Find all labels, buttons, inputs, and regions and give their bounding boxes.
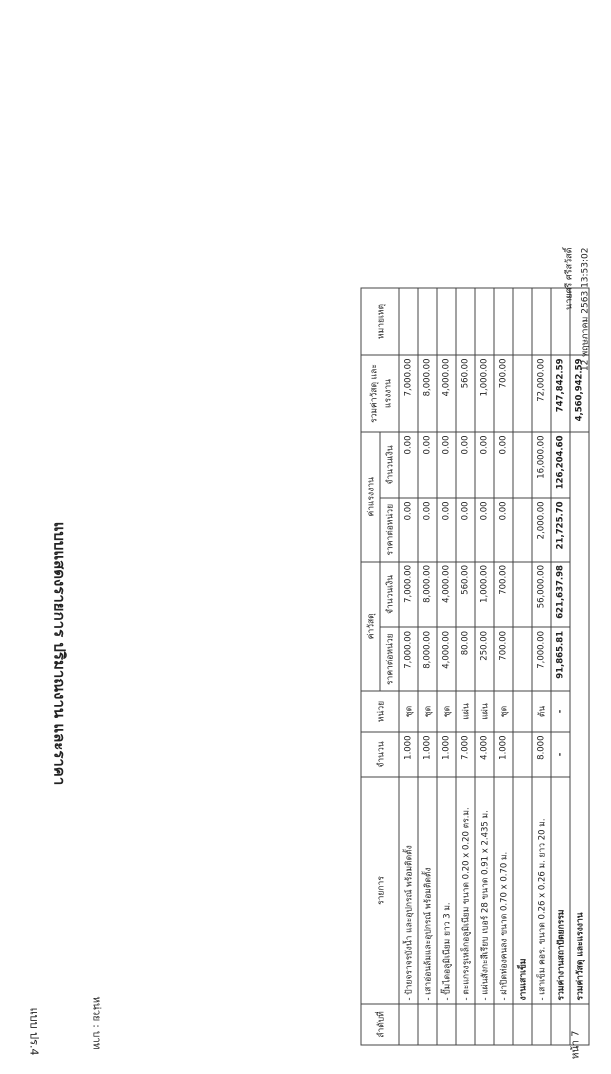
row-item: - ปั๊มไดอลูมิเนียม ยาว 3 ม. — [437, 777, 456, 1004]
row-total: 4,000.00 — [437, 355, 456, 432]
row-material-amount: 56,000.00 — [532, 562, 551, 628]
row-material-amount: 7,000.00 — [399, 562, 418, 628]
col-remark: หมายเหตุ — [361, 288, 399, 355]
row-qty: 8.000 — [532, 732, 551, 777]
row-unit: ชุด — [437, 691, 456, 732]
row-unit: แผ่น — [475, 691, 494, 732]
row-labor-amount: 0.00 — [399, 432, 418, 498]
row-labor-amount: 16,000.00 — [532, 432, 551, 498]
row-labor-unit-price: 0.00 — [437, 498, 456, 562]
subtotal-total: 747,842.59 — [551, 355, 570, 432]
table-row — [399, 288, 418, 1045]
row-qty: 7.000 — [456, 732, 475, 777]
row-labor-unit-price: 0.00 — [399, 498, 418, 562]
row-material-unit-price: 7,000.00 — [532, 627, 551, 691]
row-material-unit-price: 250.00 — [475, 627, 494, 691]
row-material-amount: 560.00 — [456, 562, 475, 628]
subtotal-label: รวมค่างานสถาปัตยกรรม — [551, 777, 570, 1004]
row-item: - เสาอ่อนล้มและอุปกรณ์ พร้อมติดตั้ง — [418, 777, 437, 1004]
grand-total-label: รวมค่าวัสดุ และแรงงาน — [570, 432, 589, 1004]
row-material-unit-price: 4,000.00 — [437, 627, 456, 691]
row-total: 700.00 — [494, 355, 513, 432]
subtotal-row — [551, 288, 570, 1045]
row-total: 1,000.00 — [475, 355, 494, 432]
table-row — [418, 288, 437, 1045]
col-total: รวมค่าวัสดุ และแรงงาน — [361, 355, 399, 432]
row-labor-unit-price: 0.00 — [475, 498, 494, 562]
row-unit: ชุด — [418, 691, 437, 732]
row-labor-amount: 0.00 — [418, 432, 437, 498]
row-labor-unit-price: 2,000.00 — [532, 498, 551, 562]
subtotal-material-unit-price: 91,865.81 — [551, 627, 570, 691]
row-total: 8,000.00 — [418, 355, 437, 432]
row-qty: 1.000 — [418, 732, 437, 777]
table-row — [475, 288, 494, 1045]
page-number: หน้า 7 — [569, 1031, 584, 1060]
unit-label: หน่วย : บาท — [89, 996, 104, 1049]
row-qty: 1.000 — [399, 732, 418, 777]
row-item: - ฝาปิดท่องคนลง ขนาด 0.70 x 0.70 ม. — [494, 777, 513, 1004]
table-row — [456, 288, 475, 1045]
col-seq: ลำดับที่ — [361, 1004, 399, 1045]
row-unit: แผ่น — [456, 691, 475, 732]
col-material: ค่าวัสดุ — [361, 562, 380, 691]
document-sheet — [1, 234, 611, 1074]
row-labor-unit-price: 0.00 — [418, 498, 437, 562]
row-material-amount: 4,000.00 — [437, 562, 456, 628]
row-total: 560.00 — [456, 355, 475, 432]
subtotal-labor-amount: 126,204.60 — [551, 432, 570, 498]
subtotal-qty: - — [551, 732, 570, 777]
row-labor-unit-price: 0.00 — [494, 498, 513, 562]
col-unit: หน่วย — [361, 691, 399, 732]
row-item: - แผ่นสังกะสีเรียบ เบอร์ 28 ขนาด 0.91 x 2.435 ม. — [475, 777, 494, 1004]
row-material-unit-price: 8,000.00 — [418, 627, 437, 691]
row-qty: 4.000 — [475, 732, 494, 777]
row-labor-amount: 0.00 — [456, 432, 475, 498]
col-labor-amount: จำนวนเงิน — [380, 432, 399, 498]
row-material-amount: 8,000.00 — [418, 562, 437, 628]
row-labor-amount: 0.00 — [494, 432, 513, 498]
table-row — [532, 288, 551, 1045]
col-item: รายการ — [361, 777, 399, 1004]
document-title: แบบแสดงรายการ ปริมาณงาน และราคา — [48, 234, 72, 1074]
row-qty: 1.000 — [437, 732, 456, 777]
row-material-unit-price: 7,000.00 — [399, 627, 418, 691]
subtotal-material-amount: 621,637.98 — [551, 562, 570, 628]
row-unit: ต้น — [532, 691, 551, 732]
signer-name: นายศรี ศรีสวัสดิ์ — [562, 248, 576, 310]
grand-total-row — [570, 288, 589, 1045]
col-material-amount: จำนวนเงิน — [380, 562, 399, 628]
row-material-unit-price: 80.00 — [456, 627, 475, 691]
row-labor-amount: 0.00 — [475, 432, 494, 498]
row-item: - ป้ายจราจรบังน้ำ และอุปกรณ์ พร้อมติดตั้ง — [399, 777, 418, 1004]
row-total: 72,000.00 — [532, 355, 551, 432]
row-labor-unit-price: 0.00 — [456, 498, 475, 562]
row-material-amount: 700.00 — [494, 562, 513, 628]
col-labor: ค่าแรงงาน — [361, 432, 380, 562]
subtotal-labor-unit-price: 21,725.70 — [551, 498, 570, 562]
row-item: - เสาเข็ม คอร. ขนาด 0.26 x 0.26 ม. ยาว 20 ม. — [532, 777, 551, 1004]
row-item: - ตะแกรงรูเหล็กอลูมิเนียม ขนาด 0.20 x 0.20 ตร.ม. — [456, 777, 475, 1004]
col-qty: จำนวน — [361, 732, 399, 777]
table-row — [494, 288, 513, 1045]
col-material-unit-price: ราคาต่อหน่วย — [380, 627, 399, 691]
subtotal-unit: - — [551, 691, 570, 732]
row-material-unit-price: 700.00 — [494, 627, 513, 691]
grand-total-value: 4,560,942.59 — [570, 355, 589, 432]
row-labor-amount: 0.00 — [437, 432, 456, 498]
row-heading: งานเสาเข็ม — [513, 777, 532, 1004]
row-material-amount: 1,000.00 — [475, 562, 494, 628]
row-total: 7,000.00 — [399, 355, 418, 432]
col-labor-unit-price: ราคาต่อหน่วย — [380, 498, 399, 562]
form-code: แบบ ปร.4 — [26, 1008, 44, 1056]
quantity-price-table — [361, 288, 590, 1046]
row-unit: ชุด — [494, 691, 513, 732]
table-row — [437, 288, 456, 1045]
table-row-heading — [513, 288, 532, 1045]
row-qty: 1.000 — [494, 732, 513, 777]
printed-timestamp: 12 พฤษภาคม 2563 13:53:02 — [578, 248, 592, 372]
row-unit: ชุด — [399, 691, 418, 732]
